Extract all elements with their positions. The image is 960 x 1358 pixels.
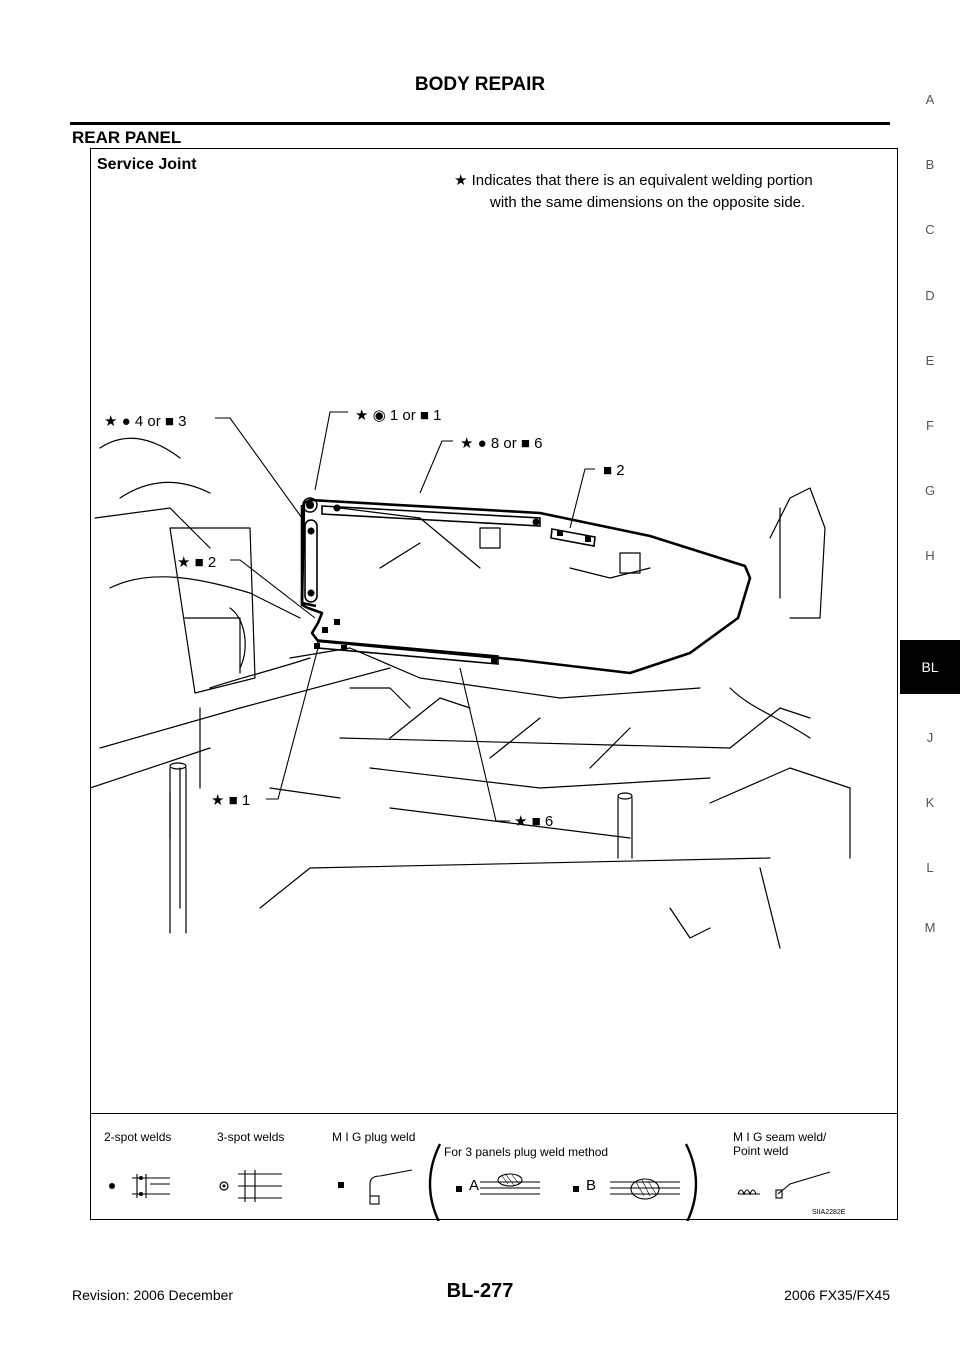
circle-dot-icon: ●	[477, 435, 487, 452]
square-icon: ■	[194, 554, 204, 571]
callout-4-or-3: ★ ● 4 or ■ 3	[104, 413, 187, 430]
callout-2-left: ★ ■ 2	[177, 554, 217, 571]
footer-page-number: BL-277	[446, 1280, 514, 1302]
star-icon: ★	[104, 413, 118, 430]
callout-1-bottom: ★ ■ 1	[211, 792, 251, 809]
note-line2: with the same dimensions on the opposite side.	[490, 194, 806, 211]
side-tab-d[interactable]: D	[925, 288, 935, 303]
legend-2-spot: 2-spot welds	[104, 1130, 172, 1144]
weld-symbols	[90, 1114, 898, 1221]
star-icon: ★	[211, 792, 225, 809]
footer-model: 2006 FX35/FX45	[784, 1287, 890, 1303]
side-tab-k[interactable]: K	[925, 795, 935, 810]
side-tab-g[interactable]: G	[924, 483, 936, 498]
star-icon: ★	[460, 435, 474, 452]
side-tab-bl[interactable]: BL	[900, 640, 960, 694]
weld-legend	[90, 1113, 898, 1221]
side-tab-h[interactable]: H	[925, 548, 935, 563]
footer-revision: Revision: 2006 December	[72, 1287, 234, 1303]
legend-mig-plug: M I G plug weld	[332, 1130, 416, 1144]
note-line1: Indicates that there is an equivalent welding portion	[471, 172, 813, 189]
callout-1-or-1: ★ ◉ 1 or ■ 1	[355, 407, 442, 424]
side-tab-e[interactable]: E	[925, 353, 935, 368]
side-tab-j[interactable]: J	[926, 730, 934, 745]
circle-target-icon: ◉	[372, 407, 386, 424]
legend-three-panel: For 3 panels plug weld method	[444, 1145, 609, 1159]
square-icon: ■	[164, 413, 174, 430]
star-icon: ★	[454, 172, 468, 189]
legend-3-spot: 3-spot welds	[217, 1130, 285, 1144]
side-tab-c[interactable]: C	[925, 222, 935, 237]
section-title: REAR PANEL	[72, 128, 182, 147]
legend-a-label: A	[469, 1177, 480, 1194]
header-rule	[70, 122, 890, 125]
callout-2-top: ■ 2	[603, 462, 625, 479]
side-tab-m[interactable]: M	[924, 920, 936, 935]
callout-8-or-6: ★ ● 8 or ■ 6	[460, 435, 543, 452]
legend-mig-seam-line1: M I G seam weld/	[733, 1130, 827, 1144]
figure-heading: Service Joint	[97, 156, 197, 173]
legend-mig-seam-line2: Point weld	[733, 1144, 789, 1158]
image-code: SIIA2282E	[812, 1209, 846, 1216]
star-icon: ★	[355, 407, 369, 424]
square-icon: ■	[228, 792, 238, 809]
star-icon: ★	[177, 554, 191, 571]
square-icon: ■	[419, 407, 429, 424]
rear-panel-illustration	[90, 148, 898, 1113]
legend-b-label: B	[586, 1177, 597, 1194]
side-tab-f[interactable]: F	[926, 418, 934, 433]
side-tab-a[interactable]: A	[925, 92, 935, 107]
circle-dot-icon: ●	[121, 413, 131, 430]
square-icon: ■	[531, 813, 541, 830]
square-icon: ■	[603, 462, 613, 479]
callout-6-bottom: ★ ■ 6	[514, 813, 554, 830]
side-tab-b[interactable]: B	[925, 157, 935, 172]
star-icon: ★	[514, 813, 528, 830]
side-tab-l[interactable]: L	[926, 860, 934, 875]
page-header-title: BODY REPAIR	[414, 74, 546, 95]
square-icon: ■	[520, 435, 530, 452]
